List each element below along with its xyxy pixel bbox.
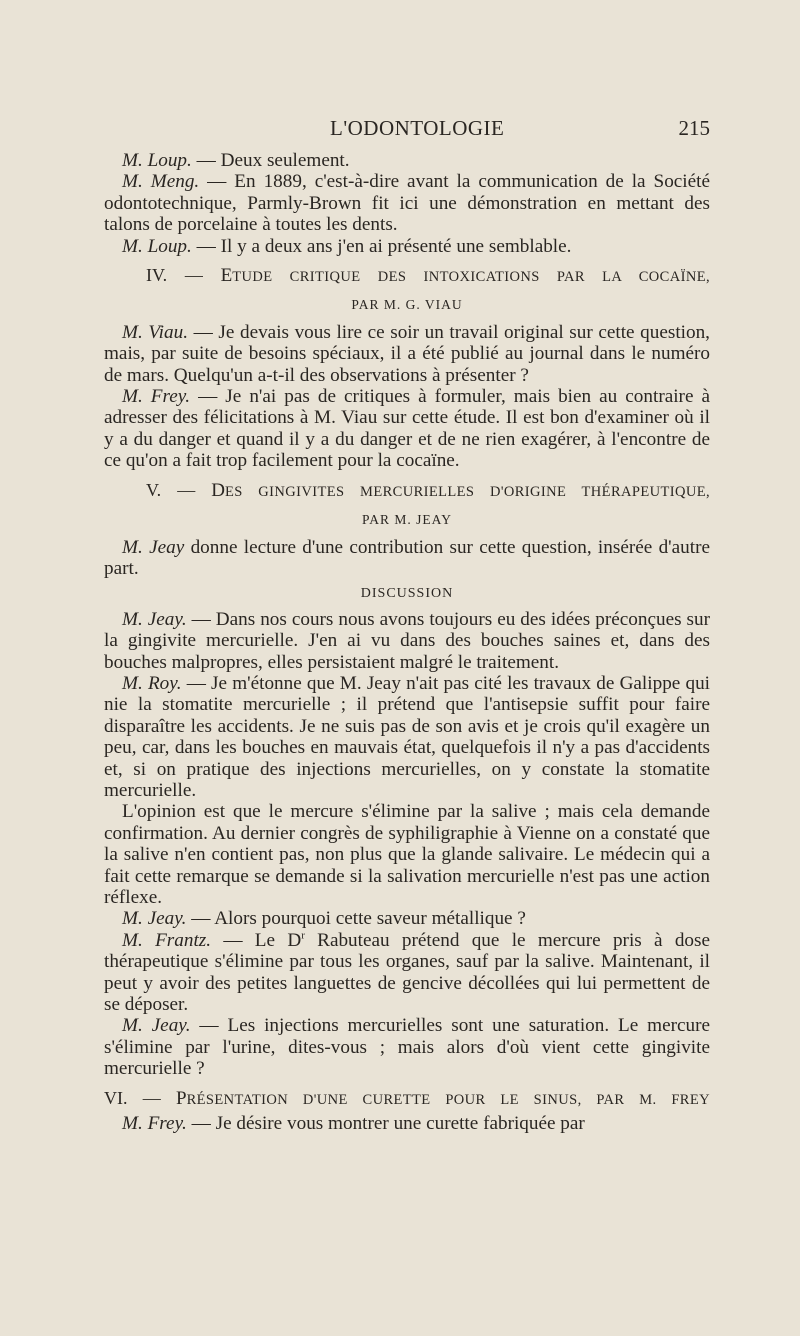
paragraph [104,908,710,929]
section-byline: PAR M. G. VIAU [351,297,463,313]
discussion-heading: DISCUSSION [360,586,454,602]
speaker: M. Jeay. [122,1015,191,1037]
paragraph-text: — Le D [211,929,302,951]
paragraph-text: Rabuteau prétend que le mercure pris à dose thérapeutique s'élimine par tous les organes, sauf par la salive. Maintenant, il peut y avoir des petites languettes de gencive décollées qui lui permettent de se déposer. [104,929,711,1016]
paragraph-text: — Deux seulement. [191,150,350,171]
speaker: M. Jeay. [122,908,187,930]
section-heading-iv [104,265,710,288]
paragraph [104,150,710,171]
paragraph-text: — Je n'ai pas de critiques à formuler, mais bien au contraire à adresser des félicitations à M. Viau sur cette étude. Il est bon d'examiner où il y a du danger et quand il y a du danger et de ne rien exagérer, à l'encontre de ce qu'on a fait trop facilement pour la cocaïne. [104,386,711,472]
paragraph [104,930,710,1016]
speaker: M. Loup. [122,150,192,171]
running-head [104,116,710,146]
paragraph [104,386,710,472]
superscript: r [301,929,305,942]
speaker: M. Meng. [122,171,200,193]
paragraph-text: — Je m'étonne que M. Jeay n'ait pas cité les travaux de Galippe qui nie la stomatite mercurielle ; il prétend que l'antisepsie suffit pour faire disparaître les accidents. Je ne suis pas de son avis et je crois qu'il exagère un peu, car, dans les bouches en mauvais état, quelquefois il n'y a pas d'accidents et, si on pratique des injections mercurielles, on y constate la stomatite mercurielle. [104,672,710,801]
paragraph [104,322,710,386]
paragraph [104,609,710,673]
speaker: M. Frey. [122,386,191,408]
heading-initial: P [176,1087,187,1109]
speaker: M. Jeay [122,536,185,558]
speaker: M. Roy. [122,672,182,694]
heading-initial: E [220,265,233,287]
paragraph [104,171,710,235]
speaker: M. Frantz. [122,929,212,951]
paragraph-text: — Il y a deux ans j'en ai présenté une semblable. [191,235,572,257]
paragraph [104,236,710,257]
paragraph [104,1015,710,1079]
paragraph-text: — Dans nos cours nous avons toujours eu des idées préconçues sur la gingivite mercurielle. J'en ai vu dans des bouches saines et, dans des bouches malpropres, elles persistaient malgré le traitement. [104,608,710,673]
heading-initial: D [211,479,226,501]
body-text [104,150,710,1134]
paragraph-text: — Je devais vous lire ce soir un travail original sur cette question, mais, par suite de besoins spéciaux, il a été publié au journal dans le numéro de mars. Quelqu'un a-t-il des observations à présenter ? [104,321,710,386]
heading-text: RÉSENTATION D'UNE CURETTE POUR LE SINUS, PAR M. FREY [186,1091,710,1108]
paragraph-text: — En 1889, c'est-à-dire avant la communication de la Société odontotechnique, Parmly-Brown fit ici une démonstration en mettant des talons de porcelaine à toutes les dents. [104,171,710,236]
paragraph-text: — Alors pourquoi cette saveur métallique ? [186,908,526,930]
section-heading-vi [104,1088,710,1111]
page-number: 215 [678,116,710,140]
journal-title: L'ODONTOLOGIE [330,116,505,140]
speaker: M. Jeay. [122,608,187,630]
paragraph [104,537,710,580]
paragraph: L'opinion est que le mercure s'élimine par la salive ; mais cela demande confirmation. Au dernier congrès de syphiligraphie à Vienne on a constaté que la salive n'en contient pas, non plus que la glande salivaire. Le médecin qui a fait cette remarque se demande si la salivation mercurielle n'est pas une action réflexe. [104,801,710,908]
section-number: VI. — [104,1087,176,1108]
speaker: M. Frey. [122,1113,187,1135]
heading-text: ES GINGIVITES MERCURIELLES D'ORIGINE THÉRAPEUTIQUE, [225,483,710,500]
paragraph-text: — Je désire vous montrer une curette fabriquée par [186,1113,585,1135]
paragraph-text: — Les injections mercurielles sont une saturation. Le mercure s'élimine par l'urine, dites-vous ; mais alors d'où vient cette gingivite mercurielle ? [104,1015,710,1080]
paragraph [104,1113,710,1134]
section-heading-v [104,480,710,503]
section-byline: PAR M. JEAY [362,512,452,528]
speaker: M. Viau. [122,321,188,343]
heading-text: TUDE CRITIQUE DES INTOXICATIONS PAR LA COCAÏNE, [232,269,710,286]
paragraph-text: donne lecture d'une contribution sur cette question, insérée d'autre part. [104,536,710,579]
speaker: M. Loup. [122,235,192,257]
paragraph [104,673,710,801]
section-number: V. — [146,479,212,500]
section-number: IV. — [146,265,221,286]
